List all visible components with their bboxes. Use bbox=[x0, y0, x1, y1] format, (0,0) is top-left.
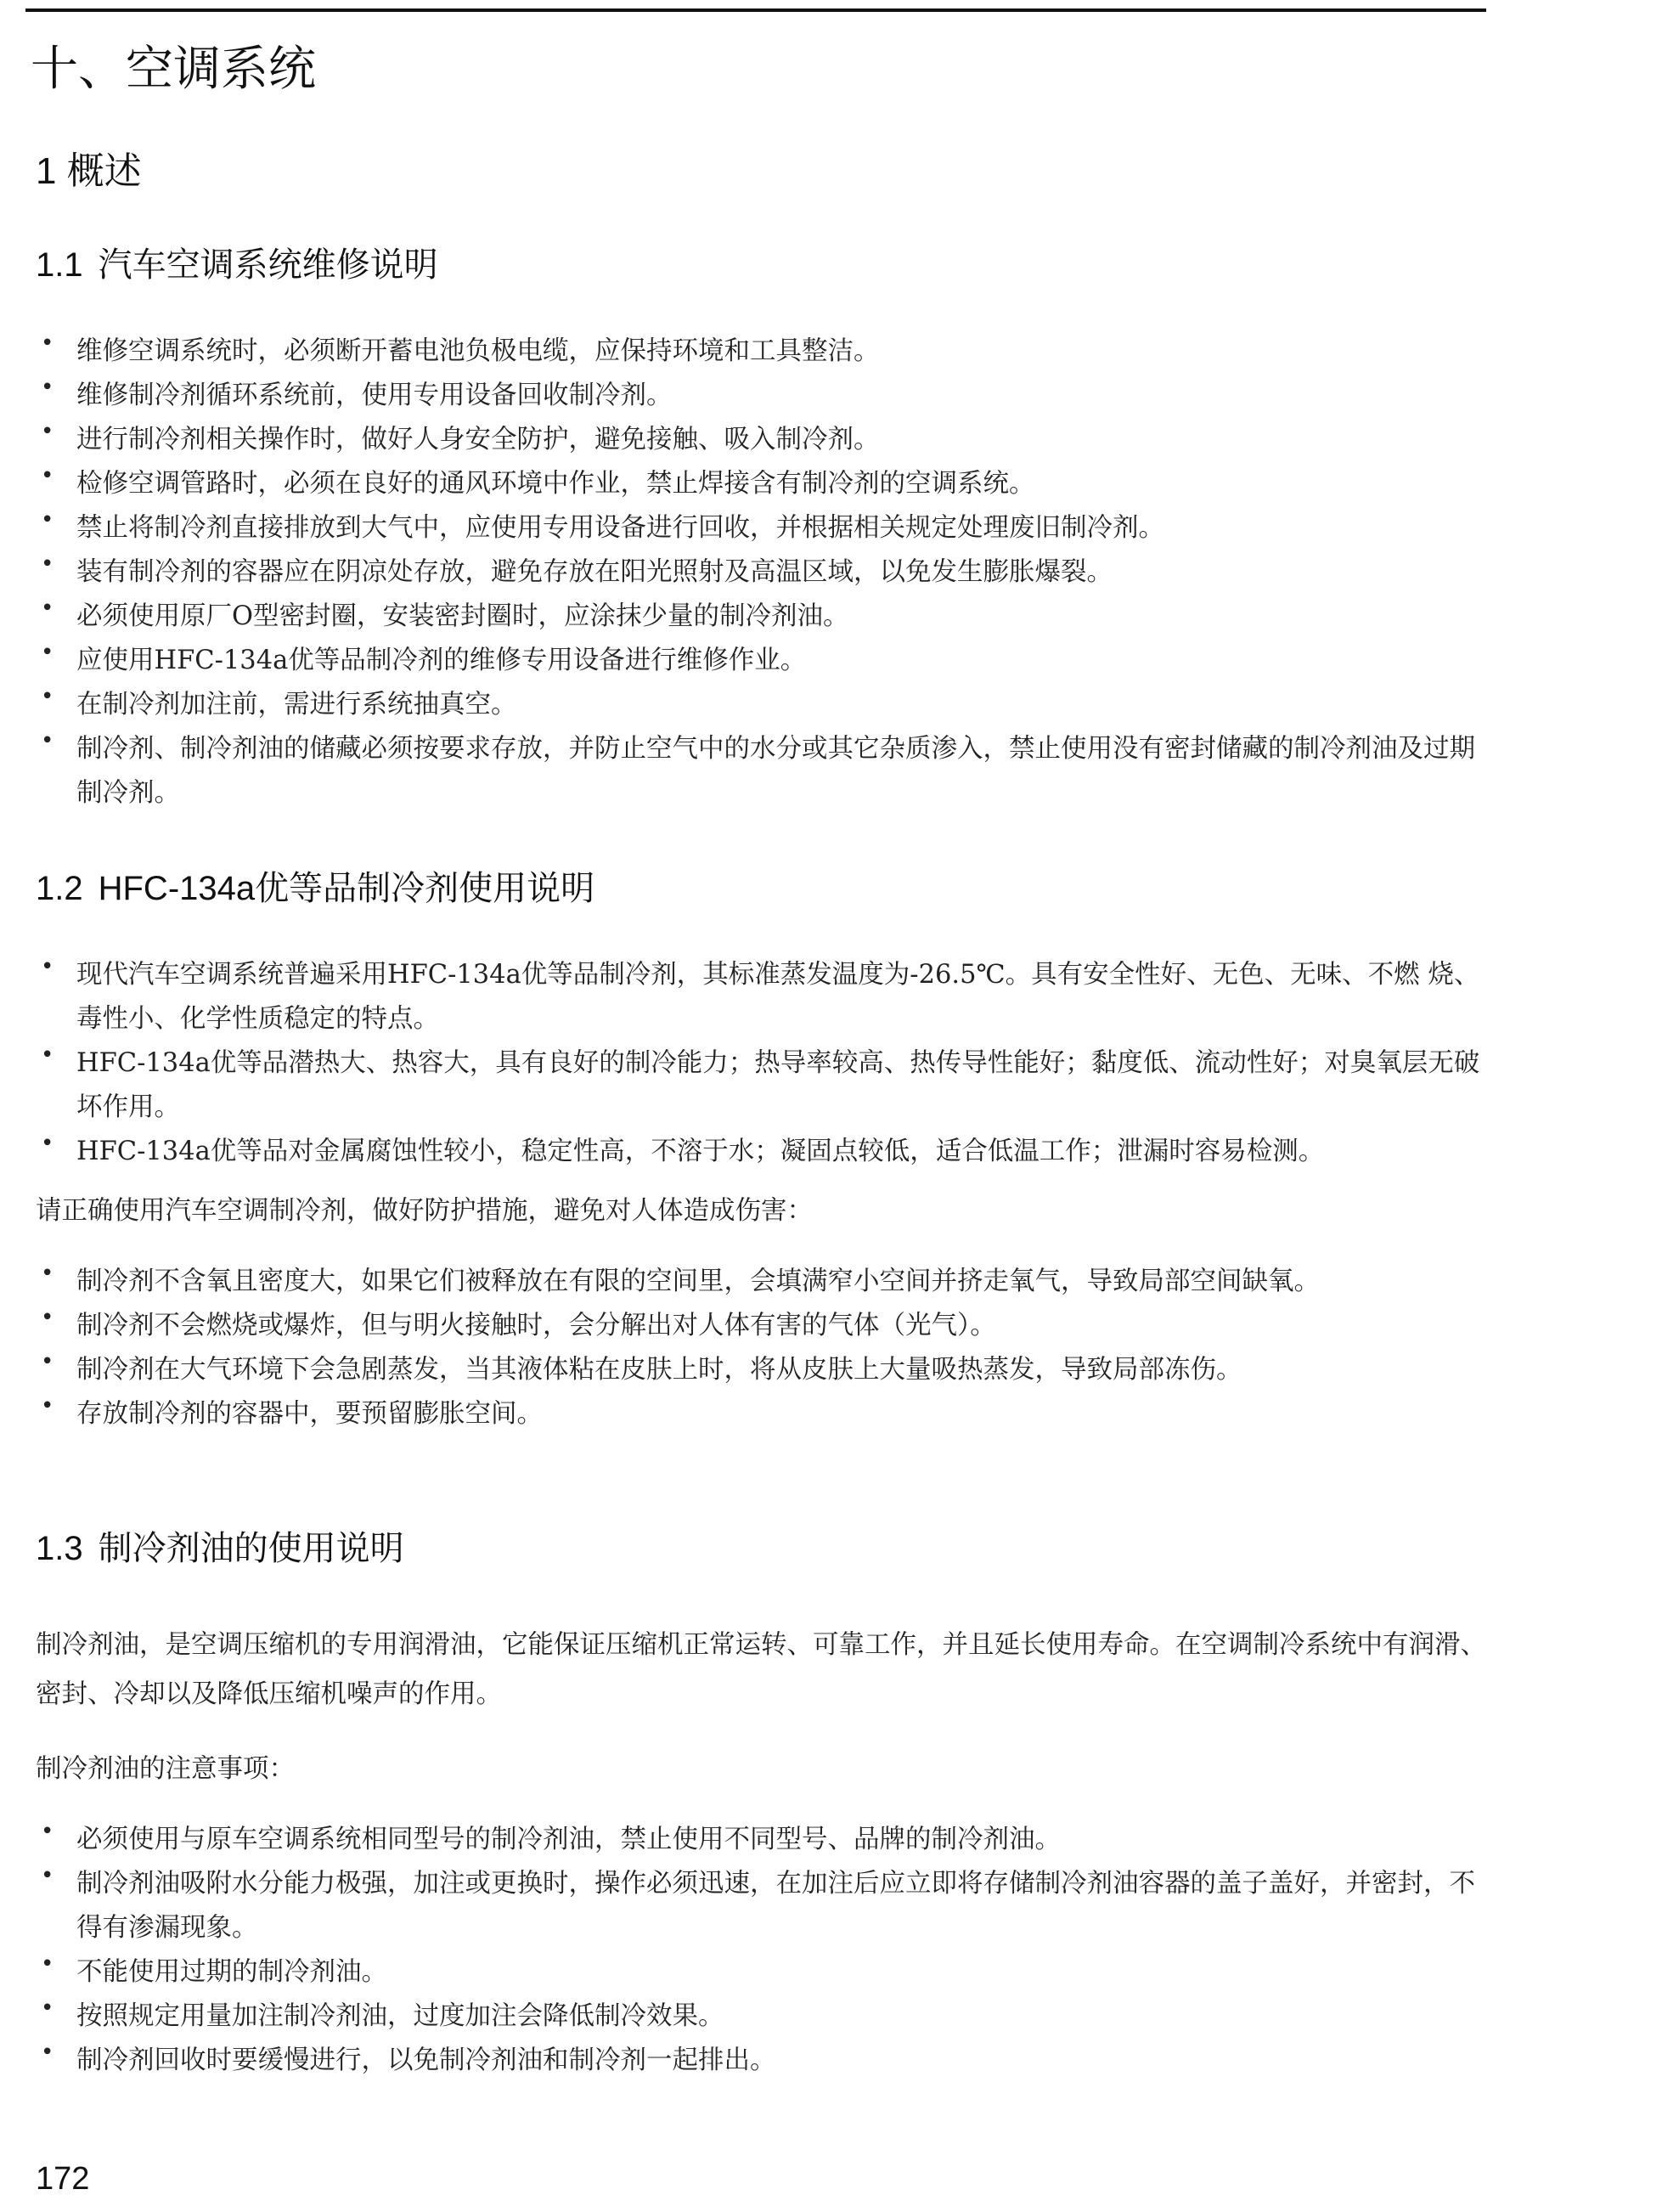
list-item bbox=[36, 374, 1496, 418]
section-title: HFC-134a优等品制冷剂使用说明 bbox=[98, 870, 595, 907]
list-item bbox=[36, 1304, 1496, 1348]
list-item-text: HFC-134a优等品对金属腐蚀性较小，稳定性高，不溶于水；凝固点较低，适合低温工作；泄漏时容易检测。 bbox=[76, 1137, 1325, 1166]
section-number: 1.1 bbox=[36, 246, 83, 284]
section-number: 1.3 bbox=[36, 1530, 83, 1567]
list-item bbox=[36, 1392, 1496, 1436]
bullet-icon: • bbox=[41, 595, 54, 621]
section-number: 1.2 bbox=[36, 870, 83, 907]
header-rule bbox=[25, 8, 1486, 12]
list-item bbox=[36, 2039, 1496, 2083]
bullet-icon: • bbox=[41, 463, 54, 488]
list-item bbox=[36, 550, 1496, 595]
bullet-icon: • bbox=[41, 507, 54, 533]
list-item-text: 存放制冷剂的容器中，要预留膨胀空间。 bbox=[76, 1399, 543, 1429]
list-item bbox=[36, 1818, 1496, 1862]
section-1-3-heading bbox=[36, 1525, 404, 1572]
list-item-text: 制冷剂回收时要缓慢进行，以免制冷剂油和制冷剂一起排出。 bbox=[76, 2046, 776, 2075]
oil-notes-list bbox=[36, 1818, 1496, 2083]
list-item-text: 装有制冷剂的容器应在阴凉处存放，避免存放在阳光照射及高温区域，以免发生膨胀爆裂。 bbox=[76, 557, 1113, 587]
list-item-text: 制冷剂不含氧且密度大，如果它们被释放在有限的空间里，会填满窄小空间并挤走氧气，导致局部空间缺氧。 bbox=[76, 1267, 1320, 1296]
list-item bbox=[36, 462, 1496, 506]
list-item bbox=[36, 506, 1496, 550]
protection-intro: 请正确使用汽车空调制冷剂，做好防护措施，避免对人体造成伤害： bbox=[36, 1196, 813, 1226]
list-item-text: 必须使用原厂O型密封圈，安装密封圈时，应涂抹少量的制冷剂油。 bbox=[76, 601, 849, 631]
list-item bbox=[36, 418, 1496, 462]
list-item-text: 现代汽车空调系统普遍采用HFC-134a优等品制冷剂，其标准蒸发温度为-26.5℃。具有安全性好、无色、无味、不燃 烧、毒性小、化学性质稳定的特点。 bbox=[76, 960, 1480, 1034]
list-item bbox=[36, 1130, 1496, 1174]
bullet-icon: • bbox=[41, 1951, 54, 1977]
list-item bbox=[36, 1862, 1496, 1950]
section-1-2-heading bbox=[36, 865, 594, 912]
bullet-icon: • bbox=[41, 1042, 54, 1068]
bullet-icon: • bbox=[41, 1131, 54, 1156]
list-item-text: 必须使用与原车空调系统相同型号的制冷剂油，禁止使用不同型号、品牌的制冷剂油。 bbox=[76, 1825, 1061, 1854]
list-item bbox=[36, 1041, 1496, 1130]
list-item-text: 应使用HFC-134a优等品制冷剂的维修专用设备进行维修作业。 bbox=[76, 646, 807, 675]
bullet-icon: • bbox=[41, 1261, 54, 1286]
section-number: 1 bbox=[36, 150, 57, 192]
list-item bbox=[36, 1348, 1496, 1392]
list-item bbox=[36, 953, 1496, 1041]
list-item-text: 按照规定用量加注制冷剂油，过度加注会降低制冷效果。 bbox=[76, 2001, 724, 2031]
list-item bbox=[36, 1995, 1496, 2039]
bullet-icon: • bbox=[41, 375, 54, 400]
chapter-title: 十、空调系统 bbox=[31, 42, 316, 97]
list-item-text: 在制冷剂加注前，需进行系统抽真空。 bbox=[76, 690, 517, 719]
list-item bbox=[36, 595, 1496, 639]
maintenance-notes-list bbox=[36, 330, 1496, 815]
refrigerant-oil-description: 制冷剂油，是空调压缩机的专用润滑油，它能保证压缩机正常运转、可靠工作，并且延长使用寿命。在空调制冷系统中有润滑、密封、冷却以及降低压缩机噪声的作用。 bbox=[36, 1630, 1486, 1709]
bullet-icon: • bbox=[41, 728, 54, 753]
bullet-icon: • bbox=[41, 551, 54, 577]
bullet-icon: • bbox=[41, 2040, 54, 2065]
list-item-text: 制冷剂油吸附水分能力极强，加注或更换时，操作必须迅速，在加注后应立即将存储制冷剂油容器的盖子盖好，并密封，不得有渗漏现象。 bbox=[76, 1869, 1475, 1943]
bullet-icon: • bbox=[41, 1995, 54, 2021]
list-item bbox=[36, 1260, 1496, 1304]
section-title: 制冷剂油的使用说明 bbox=[98, 1530, 404, 1567]
bullet-icon: • bbox=[41, 419, 54, 444]
bullet-icon: • bbox=[41, 684, 54, 709]
bullet-icon: • bbox=[41, 1305, 54, 1330]
list-item-text: 进行制冷剂相关操作时，做好人身安全防护，避免接触、吸入制冷剂。 bbox=[76, 425, 880, 454]
protection-list bbox=[36, 1260, 1496, 1436]
section-title: 汽车空调系统维修说明 bbox=[98, 246, 438, 284]
list-item bbox=[36, 683, 1496, 727]
bullet-icon: • bbox=[41, 640, 54, 665]
bullet-icon: • bbox=[41, 330, 54, 356]
list-item-text: 制冷剂在大气环境下会急剧蒸发，当其液体粘在皮肤上时，将从皮肤上大量吸热蒸发，导致局部冻伤。 bbox=[76, 1355, 1242, 1385]
section-1-1-heading bbox=[36, 241, 438, 289]
section-overview-heading bbox=[36, 146, 142, 197]
notes-intro: 制冷剂油的注意事项： bbox=[36, 1754, 295, 1784]
list-item-text: 制冷剂、制冷剂油的储藏必须按要求存放，并防止空气中的水分或其它杂质渗入，禁止使用没有密封储藏的制冷剂油及过期制冷剂。 bbox=[76, 734, 1475, 808]
list-item-text: 制冷剂不会燃烧或爆炸，但与明火接触时，会分解出对人体有害的气体（光气）。 bbox=[76, 1311, 996, 1340]
bullet-icon: • bbox=[41, 954, 54, 979]
bullet-icon: • bbox=[41, 1863, 54, 1888]
list-item bbox=[36, 727, 1496, 815]
bullet-icon: • bbox=[41, 1819, 54, 1844]
list-item bbox=[36, 1950, 1496, 1995]
list-item-text: 维修空调系统时，必须断开蓄电池负极电缆，应保持环境和工具整洁。 bbox=[76, 336, 880, 366]
list-item bbox=[36, 639, 1496, 683]
refrigerant-notes-list bbox=[36, 953, 1496, 1174]
list-item-text: 检修空调管路时，必须在良好的通风环境中作业，禁止焊接含有制冷剂的空调系统。 bbox=[76, 469, 1035, 499]
bullet-icon: • bbox=[41, 1349, 54, 1374]
page-number: 172 bbox=[36, 2161, 90, 2197]
list-item bbox=[36, 330, 1496, 374]
list-item-text: 维修制冷剂循环系统前，使用专用设备回收制冷剂。 bbox=[76, 381, 673, 410]
list-item-text: 不能使用过期的制冷剂油。 bbox=[76, 1957, 387, 1987]
list-item-text: 禁止将制冷剂直接排放到大气中，应使用专用设备进行回收，并根据相关规定处理废旧制冷剂。 bbox=[76, 513, 1164, 543]
bullet-icon: • bbox=[41, 1393, 54, 1419]
section-title: 概述 bbox=[66, 150, 142, 192]
list-item-text: HFC-134a优等品潜热大、热容大，具有良好的制冷能力；热导率较高、热传导性能好；黏度低、流动性好；对臭氧层无破坏作用。 bbox=[76, 1048, 1480, 1122]
